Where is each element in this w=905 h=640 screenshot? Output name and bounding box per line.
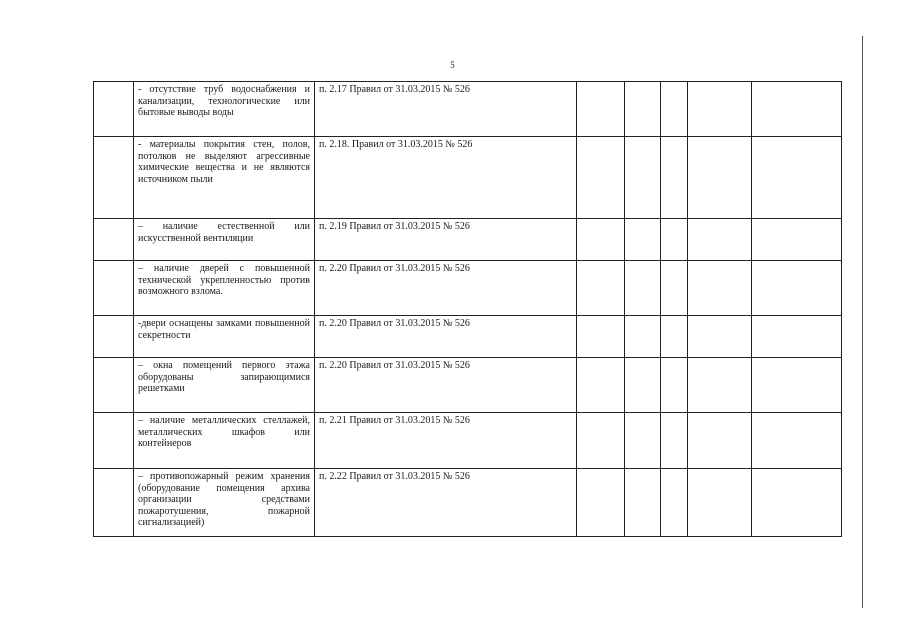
- regulation-reference-cell: п. 2.18. Правил от 31.03.2015 № 526: [315, 137, 577, 219]
- note-cell: [752, 469, 842, 537]
- requirement-cell: – противопожарный режим хранения (оборудование помещения архива организации средствами пожаротушения, пожарной сигнализацией): [134, 469, 315, 537]
- requirement-cell: – наличие естественной или искусственной вентиляции: [134, 219, 315, 261]
- row-number-cell: [94, 219, 134, 261]
- answer-cell: [577, 358, 625, 413]
- answer-cell: [688, 358, 752, 413]
- table-row: [94, 358, 842, 413]
- answer-cell: [661, 469, 688, 537]
- answer-cell: [577, 219, 625, 261]
- answer-cell: [688, 261, 752, 316]
- row-number-cell: [94, 137, 134, 219]
- answer-cell: [661, 82, 688, 137]
- answer-cell: [577, 413, 625, 469]
- table-row: [94, 219, 842, 261]
- note-cell: [752, 137, 842, 219]
- answer-cell: [688, 82, 752, 137]
- requirement-cell: – окна помещений первого этажа оборудованы запирающимися решетками: [134, 358, 315, 413]
- row-number-cell: [94, 261, 134, 316]
- answer-cell: [688, 413, 752, 469]
- note-cell: [752, 82, 842, 137]
- regulation-reference-cell: п. 2.19 Правил от 31.03.2015 № 526: [315, 219, 577, 261]
- answer-cell: [577, 469, 625, 537]
- row-number-cell: [94, 316, 134, 358]
- table-row: [94, 82, 842, 137]
- answer-cell: [625, 137, 661, 219]
- table-row: [94, 316, 842, 358]
- answer-cell: [625, 469, 661, 537]
- answer-cell: [661, 137, 688, 219]
- requirement-cell: - материалы покрытия стен, полов, потолков не выделяют агрессивные химические вещества и не являются источником пыли: [134, 137, 315, 219]
- answer-cell: [577, 316, 625, 358]
- note-cell: [752, 219, 842, 261]
- regulation-reference-cell: п. 2.20 Правил от 31.03.2015 № 526: [315, 316, 577, 358]
- regulation-reference-cell: п. 2.22 Правил от 31.03.2015 № 526: [315, 469, 577, 537]
- answer-cell: [625, 413, 661, 469]
- answer-cell: [661, 413, 688, 469]
- row-number-cell: [94, 358, 134, 413]
- answer-cell: [625, 82, 661, 137]
- note-cell: [752, 358, 842, 413]
- requirement-cell: -двери оснащены замками повышенной секретности: [134, 316, 315, 358]
- answer-cell: [625, 358, 661, 413]
- answer-cell: [625, 261, 661, 316]
- table-row: [94, 469, 842, 537]
- answer-cell: [661, 261, 688, 316]
- answer-cell: [688, 316, 752, 358]
- answer-cell: [688, 469, 752, 537]
- answer-cell: [625, 316, 661, 358]
- answer-cell: [661, 358, 688, 413]
- answer-cell: [577, 82, 625, 137]
- answer-cell: [688, 137, 752, 219]
- answer-cell: [625, 219, 661, 261]
- requirements-table: [93, 81, 842, 537]
- table-row: [94, 413, 842, 469]
- margin-rule: [862, 36, 863, 608]
- regulation-reference-cell: п. 2.17 Правил от 31.03.2015 № 526: [315, 82, 577, 137]
- table-row: [94, 137, 842, 219]
- requirement-cell: – наличие дверей с повышенной технической укрепленностью против возможного взлома.: [134, 261, 315, 316]
- note-cell: [752, 316, 842, 358]
- requirement-cell: - отсутствие труб водоснабжения и канализации, технологические или бытовые выводы воды: [134, 82, 315, 137]
- answer-cell: [577, 137, 625, 219]
- row-number-cell: [94, 413, 134, 469]
- regulation-reference-cell: п. 2.20 Правил от 31.03.2015 № 526: [315, 261, 577, 316]
- answer-cell: [661, 316, 688, 358]
- regulation-reference-cell: п. 2.20 Правил от 31.03.2015 № 526: [315, 358, 577, 413]
- note-cell: [752, 413, 842, 469]
- row-number-cell: [94, 469, 134, 537]
- note-cell: [752, 261, 842, 316]
- row-number-cell: [94, 82, 134, 137]
- page-number: 5: [450, 60, 455, 70]
- regulation-reference-cell: п. 2.21 Правил от 31.03.2015 № 526: [315, 413, 577, 469]
- table-row: [94, 261, 842, 316]
- answer-cell: [577, 261, 625, 316]
- requirement-cell: – наличие металлических стеллажей, металлических шкафов или контейнеров: [134, 413, 315, 469]
- answer-cell: [688, 219, 752, 261]
- answer-cell: [661, 219, 688, 261]
